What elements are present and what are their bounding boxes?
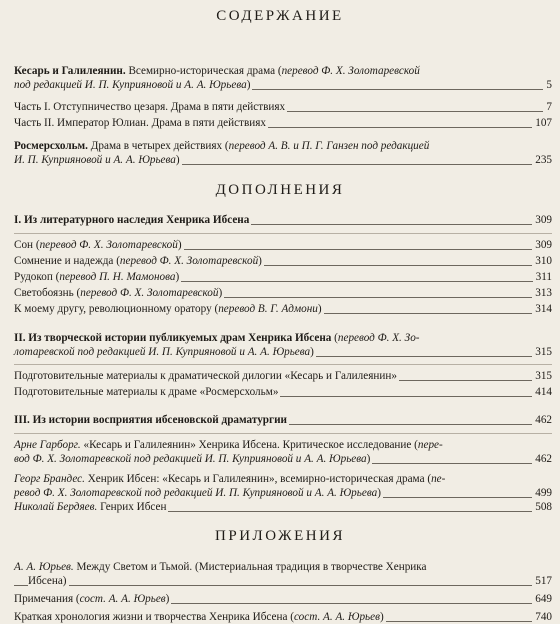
entry-desc: Всемирно-историческая драма ( xyxy=(125,65,282,77)
toc-line xyxy=(14,592,552,606)
divider xyxy=(14,364,552,365)
toc-line-text: Примечания (сост. А. А. Юрьев) xyxy=(14,593,170,605)
supplements-heading: ДОПОЛНЕНИЯ xyxy=(215,182,345,198)
entry-punct: ) xyxy=(366,453,371,465)
entry-author: Георг Брандес. xyxy=(14,473,85,485)
entry-title: Сомнение и надежда ( xyxy=(14,255,120,267)
toc-entry-section-2[interactable] xyxy=(14,331,552,359)
entry-author: А. А. Юрьев. xyxy=(14,561,74,573)
entry-credit: перевод П. Н. Мамонова xyxy=(59,271,176,283)
leader-line xyxy=(14,585,552,586)
entry-credit: пе- xyxy=(431,473,446,485)
entry-credit: перевод Ф. Х. Золотаревской xyxy=(281,65,420,77)
entry-title: «Кесарь и Галилеянин» Хенрика Ибсена. Критическое исследование ( xyxy=(80,439,418,451)
entry-punct: ) xyxy=(377,487,381,499)
toc-line xyxy=(14,64,552,78)
entry-credit: перевод Ф. Х. Зо- xyxy=(337,332,420,344)
entry-title: Подготовительные материалы к драматической дилогии «Кесарь и Галилеянин» xyxy=(14,370,397,382)
page-number: 311 xyxy=(533,270,552,284)
toc-line xyxy=(14,574,552,588)
entry-punct: ) xyxy=(310,346,314,358)
entry-punct: ( xyxy=(331,332,338,344)
entry-title: Рудокоп ( xyxy=(14,271,60,283)
toc-line xyxy=(14,286,552,300)
toc-entry-yurev[interactable] xyxy=(14,560,552,588)
toc-line-text: К моему другу, революционному оратору (перевод В. Г. Адмони) xyxy=(14,303,322,315)
toc-entry-k-moemu-drugu[interactable] xyxy=(14,302,552,316)
entry-credit: лотаревской под редакцией И. П. Куприяновой и А. А. Юрьева xyxy=(14,346,311,358)
toc-line xyxy=(14,438,552,452)
toc-line xyxy=(14,270,552,284)
toc-line-text xyxy=(14,79,252,91)
entry-title: Краткая хронология жизни и творчества Хенрика Ибсена ( xyxy=(14,611,294,623)
page-number: 309 xyxy=(532,213,552,227)
toc-entry-somnenie[interactable] xyxy=(14,254,552,268)
toc-line xyxy=(14,302,552,316)
toc-entry-podg-kesar[interactable] xyxy=(14,369,552,383)
toc-entry-brandes[interactable] xyxy=(14,472,552,500)
entry-title: Часть II. Император Юлиан. Драма в пяти действиях xyxy=(14,117,266,129)
toc-line xyxy=(14,139,552,153)
toc-line-text: Рудокоп (перевод П. Н. Мамонова) xyxy=(14,271,180,283)
appendices-heading: ПРИЛОЖЕНИЯ xyxy=(215,528,345,544)
page-number: 462 xyxy=(532,413,552,427)
entry-author: Арне Гарборг. xyxy=(14,439,81,451)
page-number: 7 xyxy=(543,100,552,114)
toc-line xyxy=(14,610,552,624)
toc-line xyxy=(14,116,552,130)
toc-line-text xyxy=(14,501,168,513)
toc-line xyxy=(14,500,552,514)
toc-line-text xyxy=(14,487,383,499)
entry-credit: перевод Ф. Х. Золотаревской xyxy=(39,239,178,251)
toc-entry-berdyaev[interactable] xyxy=(14,500,552,514)
toc-line-text xyxy=(14,453,372,465)
entry-title: Часть I. Отступничество цезаря. Драма в пяти действиях xyxy=(14,101,286,113)
divider xyxy=(14,433,552,434)
page-number: 462 xyxy=(532,452,552,466)
entry-title: Между Светом и Тьмой. (Мистериальная традиция в творчестве Хенрика xyxy=(73,561,427,573)
toc-line xyxy=(14,254,552,268)
page-number: 499 xyxy=(532,486,552,500)
page-number: 740 xyxy=(532,610,552,624)
page-number: 315 xyxy=(532,345,552,359)
entry-credit: пере- xyxy=(417,439,443,451)
entry-title: Росмерсхольм. xyxy=(14,140,88,152)
toc-line xyxy=(14,413,552,427)
contents-heading: СОДЕРЖАНИЕ xyxy=(216,8,344,24)
page-number: 517 xyxy=(532,574,552,588)
toc-line-text: Сомнение и надежда (перевод Ф. Х. Золотаревской) xyxy=(14,255,262,267)
toc-entry-section-1[interactable] xyxy=(14,213,552,227)
page-number: 649 xyxy=(532,592,552,606)
entry-credit: И. П. Куприяновой и А. А. Юрьева xyxy=(14,154,176,166)
toc-line-text: Сон (перевод Ф. Х. Золотаревской) xyxy=(14,239,182,251)
entry-title: Сон ( xyxy=(14,239,40,251)
entry-title: Ибсена) xyxy=(28,575,67,587)
toc-line xyxy=(14,213,552,227)
entry-credit: сост. А. А. Юрьев xyxy=(293,611,380,623)
page-number: 107 xyxy=(532,116,552,130)
toc-entry-part1[interactable] xyxy=(14,100,552,114)
entry-title: Подготовительные материалы к драме «Росмерсхольм» xyxy=(14,386,279,398)
toc-line xyxy=(14,486,552,500)
entry-credit: вод Ф. Х. Золотаревской под редакцией И. П. Куприяновой и А. А. Юрьева xyxy=(14,453,367,465)
divider xyxy=(14,233,552,234)
toc-line xyxy=(14,331,552,345)
entry-credit: перевод Ф. Х. Золотаревской xyxy=(119,255,259,267)
entry-credit: сост. А. А. Юрьев xyxy=(79,593,166,605)
toc-line xyxy=(14,452,552,466)
toc-entry-khronologiya[interactable] xyxy=(14,610,552,624)
toc-entry-primechaniya[interactable] xyxy=(14,592,552,606)
toc-entry-section-3[interactable] xyxy=(14,413,552,427)
entry-credit: перевод Ф. Х. Золотаревской xyxy=(80,287,219,299)
entry-author: Николай Бердяев. xyxy=(14,501,98,513)
toc-entry-rudokop[interactable] xyxy=(14,270,552,284)
toc-line-text xyxy=(14,154,182,166)
toc-line-text xyxy=(14,346,316,358)
page-number: 5 xyxy=(543,78,552,92)
page-number: 310 xyxy=(532,254,552,268)
toc-line xyxy=(14,472,552,486)
toc-entry-son[interactable] xyxy=(14,238,552,252)
entry-title: Хенрик Ибсен: «Кесарь и Галилеянин», всемирно-историческая драма ( xyxy=(84,473,432,485)
toc-line xyxy=(14,369,552,383)
page-number: 235 xyxy=(532,153,552,167)
entry-credit: перевод В. Г. Адмони xyxy=(218,303,318,315)
toc-line xyxy=(14,100,552,114)
entry-title: Светобоязнь ( xyxy=(14,287,81,299)
entry-title: III. Из истории восприятия ибсеновской драматургии xyxy=(14,414,288,426)
toc-entry-rosmersholm[interactable] xyxy=(14,139,552,167)
entry-credit: перевод А. В. и П. Г. Ганзен под редакцией xyxy=(228,140,430,152)
toc-entry-svetoboyazn[interactable] xyxy=(14,286,552,300)
page-number: 414 xyxy=(532,385,552,399)
entry-title: II. Из творческой истории публикуемых драм Хенрика Ибсена xyxy=(14,332,332,344)
entry-title: Примечания ( xyxy=(14,593,80,605)
toc-entry-garborg[interactable] xyxy=(14,438,552,466)
page-number: 309 xyxy=(532,238,552,252)
toc-entry-podg-rosmersholm[interactable] xyxy=(14,385,552,399)
toc-line xyxy=(14,345,552,359)
entry-title: К моему другу, революционному оратору ( xyxy=(14,303,219,315)
toc-line xyxy=(14,385,552,399)
page-number: 313 xyxy=(532,286,552,300)
entry-desc: Драма в четырех действиях ( xyxy=(87,140,229,152)
entry-punct: ) xyxy=(175,154,180,166)
entry-title: I. Из литературного наследия Хенрика Ибсена xyxy=(14,214,250,226)
toc-line xyxy=(14,78,552,92)
toc-line-text: Краткая хронология жизни и творчества Хенрика Ибсена (сост. А. А. Юрьев) xyxy=(14,611,384,623)
entry-title: Кесарь и Галилеянин. xyxy=(14,65,126,77)
toc-line xyxy=(14,238,552,252)
toc-entry-kesar[interactable] xyxy=(14,64,552,92)
entry-credit: ревод Ф. Х. Золотаревской под редакцией И. П. Куприяновой и А. А. Юрьева xyxy=(14,487,378,499)
entry-title: Генрих Ибсен xyxy=(97,501,167,513)
entry-credit: под редакцией И. П. Куприяновой и А. А. Юрьева xyxy=(14,79,247,91)
toc-line xyxy=(14,560,552,574)
toc-line-text: Светобоязнь (перевод Ф. Х. Золотаревской) xyxy=(14,287,223,299)
toc-line xyxy=(14,153,552,167)
entry-punct: ) xyxy=(246,79,251,91)
page-number: 508 xyxy=(532,500,552,514)
toc-entry-part2[interactable] xyxy=(14,116,552,130)
page-number: 315 xyxy=(532,369,552,383)
page-number: 314 xyxy=(532,302,552,316)
